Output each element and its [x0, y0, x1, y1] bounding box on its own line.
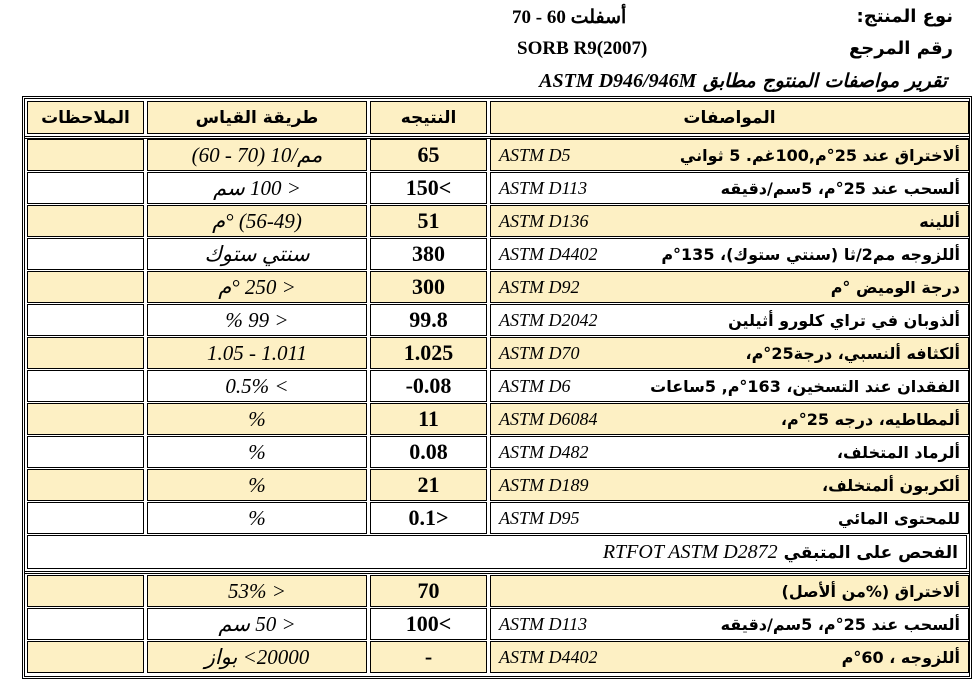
result-cell: 99.8 — [370, 304, 487, 336]
table-row — [25, 575, 969, 607]
spec-code: ASTM D4402 — [499, 646, 598, 667]
table-row — [25, 641, 969, 673]
col-notes-header: الملاحظات — [27, 101, 144, 134]
spec-name: أللينه — [919, 211, 960, 231]
spec-name: ألكربون ألمتخلف، — [822, 475, 960, 495]
table-header-row — [25, 101, 969, 134]
result-cell: 0.08 — [370, 436, 487, 468]
spec-cell — [490, 436, 969, 468]
spec-name: ألسحب عند 25°م، 5سم/دقيقه — [720, 178, 960, 198]
section-divider — [25, 571, 969, 574]
notes-cell — [27, 337, 144, 369]
result-cell: 51 — [370, 205, 487, 237]
method-cell: % — [147, 403, 367, 435]
spec-code: ASTM D482 — [499, 441, 589, 462]
spec-name: ألمطاطيه، درجه 25°م، — [780, 409, 960, 429]
notes-cell — [27, 238, 144, 270]
spec-cell — [490, 575, 969, 607]
spec-code: ASTM D2042 — [499, 309, 598, 330]
spec-name: ألاختراق (%من ألأصل) — [781, 581, 960, 601]
spec-name: ألكثافه ألنسبي، درجة25°م، — [745, 343, 960, 363]
method-cell: < 250 °م — [147, 271, 367, 303]
spec-code: ASTM D113 — [499, 177, 588, 198]
notes-cell — [27, 370, 144, 402]
notes-cell — [27, 575, 144, 607]
residue-section-title — [27, 535, 967, 569]
result-cell: 65 — [370, 139, 487, 171]
method-cell: < 99 % — [147, 304, 367, 336]
table-row — [25, 502, 969, 534]
spec-code: ASTM D6 — [499, 375, 571, 396]
spec-name: للمحتوى المائي — [837, 508, 960, 528]
result-cell: 1.025 — [370, 337, 487, 369]
notes-cell — [27, 271, 144, 303]
method-cell: سنتي ستوك — [147, 238, 367, 270]
spec-cell — [490, 403, 969, 435]
product-type-label: نوع المنتج: — [856, 6, 953, 27]
table-row — [25, 608, 969, 640]
notes-cell — [27, 436, 144, 468]
col-result-header: النتيجه — [370, 101, 487, 134]
method-cell: % — [147, 436, 367, 468]
table-row — [25, 436, 969, 468]
result-cell: 100< — [370, 608, 487, 640]
spec-name: ألسحب عند 25°م، 5سم/دقيقه — [720, 614, 960, 634]
spec-name: أللزوجه مم2/ثا (سنتي ستوك)، 135°م — [661, 244, 960, 264]
spec-name: الفقدان عند التسخين، 163°م, 5ساعات — [650, 376, 960, 396]
method-cell: (56-49) °م — [147, 205, 367, 237]
spec-cell — [490, 205, 969, 237]
spec-code: ASTM D5 — [499, 144, 571, 165]
spec-cell — [490, 238, 969, 270]
method-cell: < 50 سم — [147, 608, 367, 640]
spec-name: ألذوبان في تراي كلورو أثيلين — [728, 310, 960, 330]
method-cell: < 100 سم — [147, 172, 367, 204]
col-method-header: طريقة القياس — [147, 101, 367, 134]
table-row — [25, 238, 969, 270]
report-title-code: ASTM D946/946M — [539, 70, 697, 92]
spec-code: ASTM D95 — [499, 507, 580, 528]
spec-cell — [490, 271, 969, 303]
spec-code: ASTM D4402 — [499, 243, 598, 264]
spec-code: ASTM D189 — [499, 474, 589, 495]
result-cell: - — [370, 641, 487, 673]
spec-cell — [490, 304, 969, 336]
method-cell: 1.011 - 1.05 — [147, 337, 367, 369]
report-title — [539, 70, 947, 93]
spec-code: ASTM D92 — [499, 276, 580, 297]
spec-name: ألرماد المتخلف، — [836, 442, 960, 462]
result-cell: 300 — [370, 271, 487, 303]
spec-code: ASTM D70 — [499, 342, 580, 363]
notes-cell — [27, 403, 144, 435]
spec-cell — [490, 641, 969, 673]
notes-cell — [27, 641, 144, 673]
result-cell: 150< — [370, 172, 487, 204]
spec-cell — [490, 502, 969, 534]
result-cell: 21 — [370, 469, 487, 501]
spec-cell — [490, 139, 969, 171]
spec-table — [22, 96, 972, 679]
spec-cell — [490, 608, 969, 640]
result-cell: 11 — [370, 403, 487, 435]
notes-cell — [27, 205, 144, 237]
table-row — [25, 469, 969, 501]
spec-code: ASTM D136 — [499, 210, 589, 231]
spec-name: درجة الوميض °م — [830, 277, 960, 297]
product-type-value: أسفلت 60 - 70 — [512, 7, 627, 28]
notes-cell — [27, 304, 144, 336]
table-row — [25, 271, 969, 303]
method-cell: % — [147, 469, 367, 501]
spec-cell — [490, 370, 969, 402]
notes-cell — [27, 608, 144, 640]
spec-code: ASTM D6084 — [499, 408, 598, 429]
result-cell: 0.1> — [370, 502, 487, 534]
spec-cell — [490, 172, 969, 204]
spec-cell — [490, 469, 969, 501]
residue-section-code: RTFOT ASTM D2872 — [602, 540, 778, 563]
spec-name: ألاختراق عند 25°م,100غم. 5 ثواني — [679, 145, 960, 165]
spec-cell — [490, 337, 969, 369]
table-row — [25, 403, 969, 435]
notes-cell — [27, 139, 144, 171]
col-specs-header: المواصفات — [490, 101, 969, 134]
method-cell: 20000> بواز — [147, 641, 367, 673]
report-title-text: تقرير مواصفات المنتوج مطابق — [703, 70, 947, 92]
table-row — [25, 172, 969, 204]
result-cell: 70 — [370, 575, 487, 607]
method-cell: < 53% — [147, 575, 367, 607]
result-cell: 380 — [370, 238, 487, 270]
method-cell: مم/10 (70 - 60) — [147, 139, 367, 171]
spec-name: أللزوجه ، 60°م — [841, 647, 960, 667]
method-cell: % — [147, 502, 367, 534]
reference-label: رقم المرجع — [849, 38, 953, 59]
residue-section-text: الفحص على المتبقي — [783, 542, 958, 563]
spec-code: ASTM D113 — [499, 613, 588, 634]
notes-cell — [27, 172, 144, 204]
method-cell: > 0.5% — [147, 370, 367, 402]
result-cell: -0.08 — [370, 370, 487, 402]
reference-value: SORB R9(2007) — [517, 38, 648, 59]
notes-cell — [27, 502, 144, 534]
table-row — [25, 304, 969, 336]
notes-cell — [27, 469, 144, 501]
table-row — [25, 205, 969, 237]
table-row — [25, 139, 969, 171]
table-row — [25, 337, 969, 369]
table-row — [25, 370, 969, 402]
